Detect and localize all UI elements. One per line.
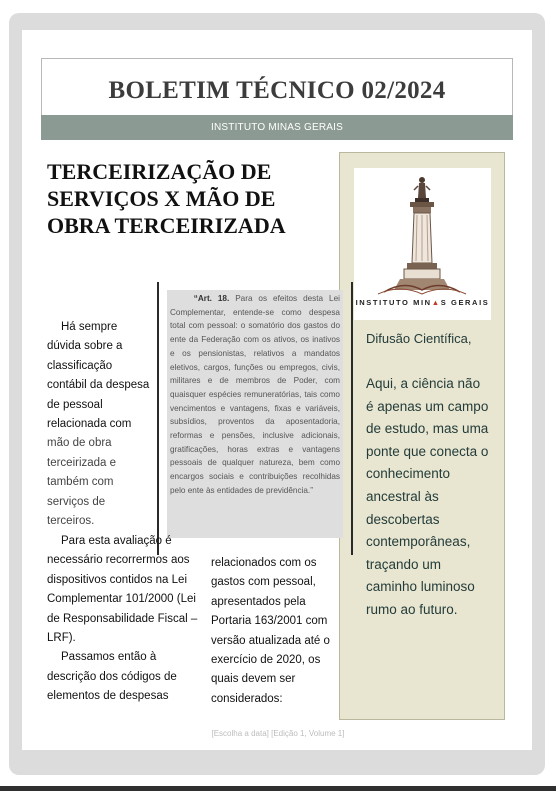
institute-band: INSTITUTO MINAS GERAIS bbox=[41, 115, 513, 140]
quote-lead: “Art. 18. bbox=[193, 294, 230, 303]
body-column-left-lower bbox=[47, 532, 199, 707]
institute-logo bbox=[354, 168, 491, 320]
paragraph-1-tail: mão de obra terceirizada e também com serviços de terceiros. bbox=[47, 437, 117, 528]
sidebar bbox=[339, 152, 505, 720]
paragraph-1-lead: Há sempre dúvida sobre a classificação contábil da despesa de pessoal relacionada com bbox=[47, 321, 150, 431]
bulletin-title: BOLETIM TÉCNICO 02/2024 bbox=[108, 77, 446, 104]
bottom-edge bbox=[0, 786, 556, 791]
pull-quote bbox=[157, 282, 353, 555]
quote-body: Para os efeitos desta Lei Complementar, entende-se como despesa total com pessoal: o somatório dos gastos do ente da Federação com os ativos, os inativos e os pensionistas, relativos a mandatos eletivos, cargos, funções ou empregos, civis, militares e de membros de Poder, com quaisquer espécies remuneratórias, tais como vencimentos e vantagens, fixas e variáveis, subsídios, proventos da aposentadoria, reformas e pensões, inclusive adicionais, gratificações, horas extras e vantagens pessoais de qualquer natureza, bem como encargos sociais e contribuições recolhidas pelo ente às entidades de previdência.” bbox=[170, 294, 340, 495]
paragraph-3: Passamos então à descrição dos códigos de elementos de despesas bbox=[47, 651, 177, 703]
sidebar-quote: Aqui, a ciência não é apenas um campo de estudo, mas uma ponte que conecta o conhecimento ancestral às descobertas contemporâneas, traçando um caminho luminoso rumo ao futuro. bbox=[366, 376, 489, 617]
body-column-middle: relacionados com os gastos com pessoal, apresentados pela Portaria 163/2001 com versão atualizada até o exercício de 2020, os quais devem ser considerados: bbox=[211, 557, 330, 705]
article-headline: TERCEIRIZAÇÃO DE SERVIÇOS X MÃO DE OBRA TERCEIRIZADA bbox=[47, 159, 286, 238]
page-footer: [Escolha a data] [Edição 1, Volume 1] bbox=[211, 729, 345, 738]
masthead bbox=[41, 58, 513, 115]
sidebar-label: Difusão Científica, bbox=[366, 331, 472, 346]
logo-wordmark: INSTITUTO MIN▲S GERAIS bbox=[355, 298, 490, 307]
pull-quote-text bbox=[167, 290, 343, 538]
body-column-left bbox=[47, 318, 152, 531]
paragraph-2: Para esta avaliação é necessário recorrermos aos dispositivos contidos na Lei Complementar 101/2000 (Lei de Responsabilidade Fiscal – LRF). bbox=[47, 535, 198, 645]
